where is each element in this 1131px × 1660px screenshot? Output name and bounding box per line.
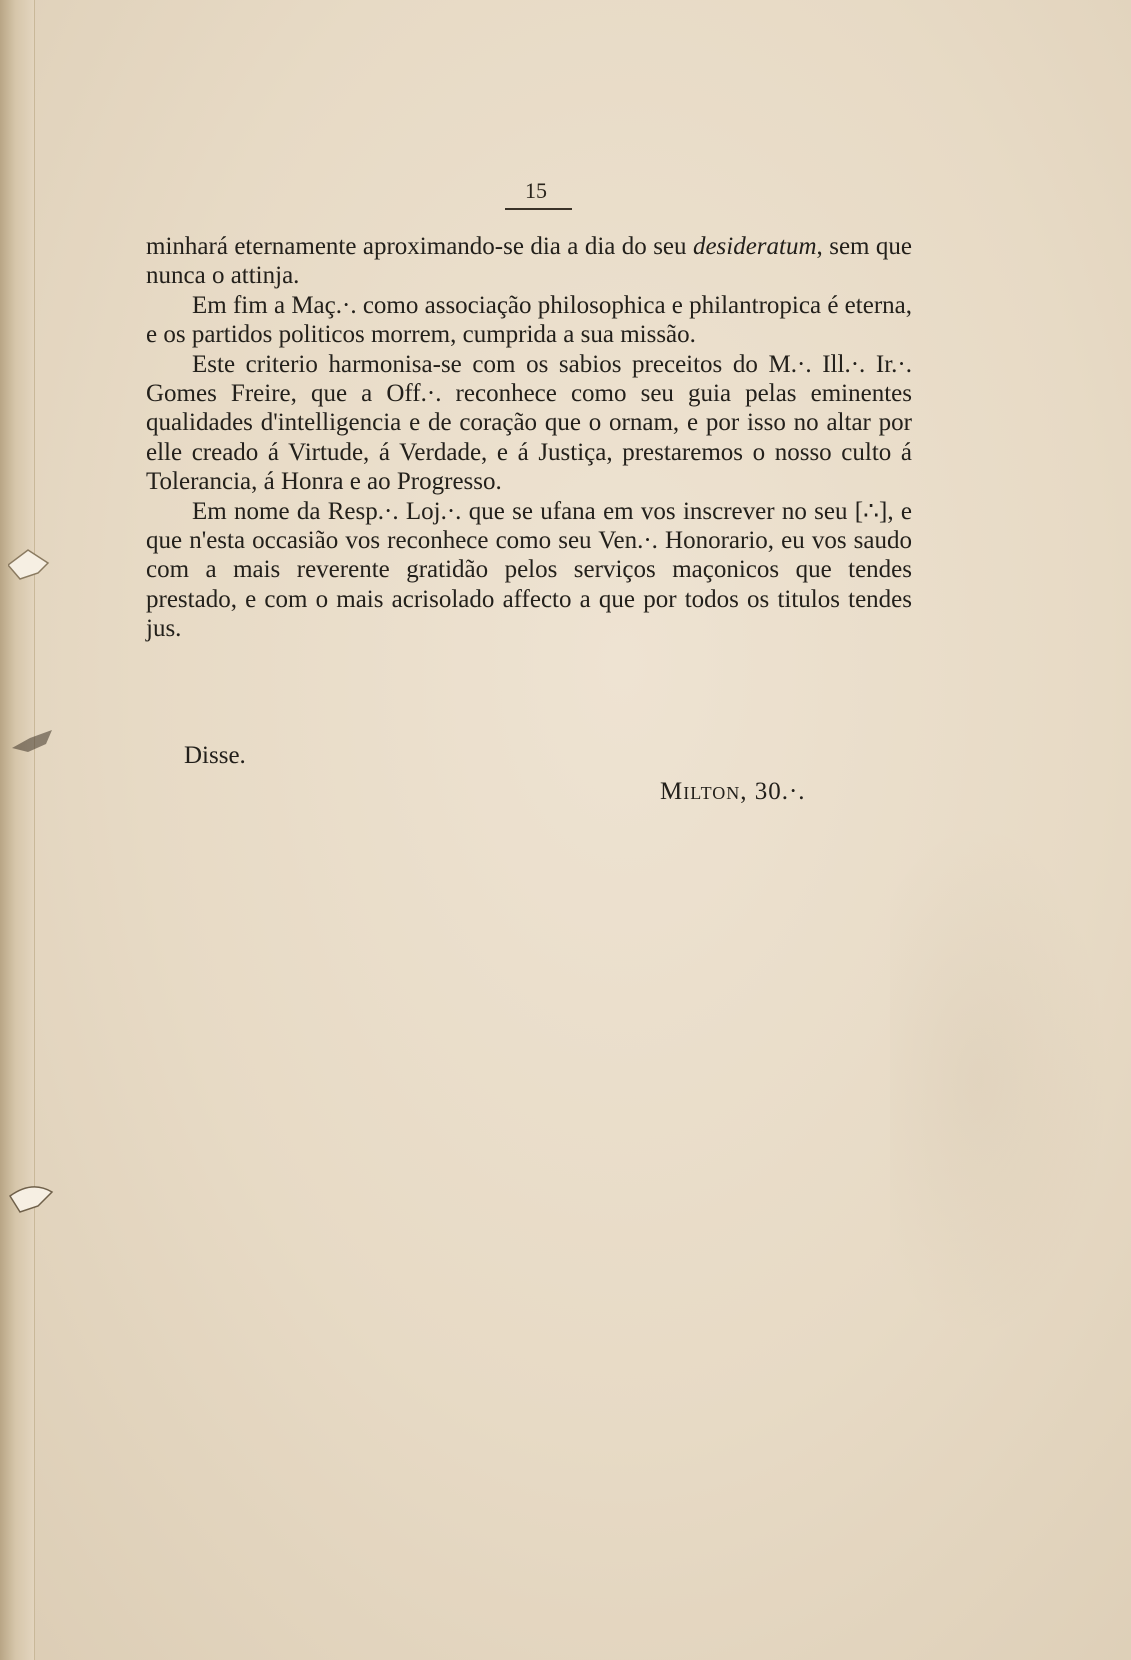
latin-term: desideratum [692,233,817,260]
closing-text: Disse. [184,742,246,769]
binding-edge [0,0,35,1660]
paragraph: Em fim a Maç.·. como associação philosophica e philantropica é eterna, e os partidos politicos morrem, cumprida a sua missão. [146,291,912,349]
paper-tear-mark [8,722,58,762]
paragraph [146,232,912,291]
paper-tear-mark [8,1182,58,1222]
paper-tear-mark [8,545,58,585]
paragraph-text: minhará eternamente aproximando-se dia a dia do seu [146,233,693,260]
paragraph: Em nome da Resp.·. Loj.·. que se ufana em vos inscrever no seu [∴], e que n'esta occasião vos reconhece como seu Ven.·. Honorario, eu vos saudo com a mais reverente gratidão pelos serviços maçonicos que tendes prestado, e com o mais acrisolado affecto a que por todos os titulos tendes jus. [146,497,912,643]
show-through-stain [890,820,1110,1340]
page-number-rule [505,208,572,210]
paragraph-text: , sem que nunca o attinja. [146,233,912,290]
body-text [146,232,912,644]
signature: Milton, 30.·. [660,778,806,805]
paragraph: Este criterio harmonisa-se com os sabios preceitos do M.·. Ill.·. Ir.·. Gomes Freire, que a Off.·. reconhece como seu guia pelas eminentes qualidades d'intelligencia e de coração que o ornam, e por isso no altar por elle creado á Virtude, á Verdade, e á Justiça, prestaremos o nosso culto á Tolerancia, á Honra e ao Progresso. [146,350,912,496]
page-number: 15 [525,178,547,203]
